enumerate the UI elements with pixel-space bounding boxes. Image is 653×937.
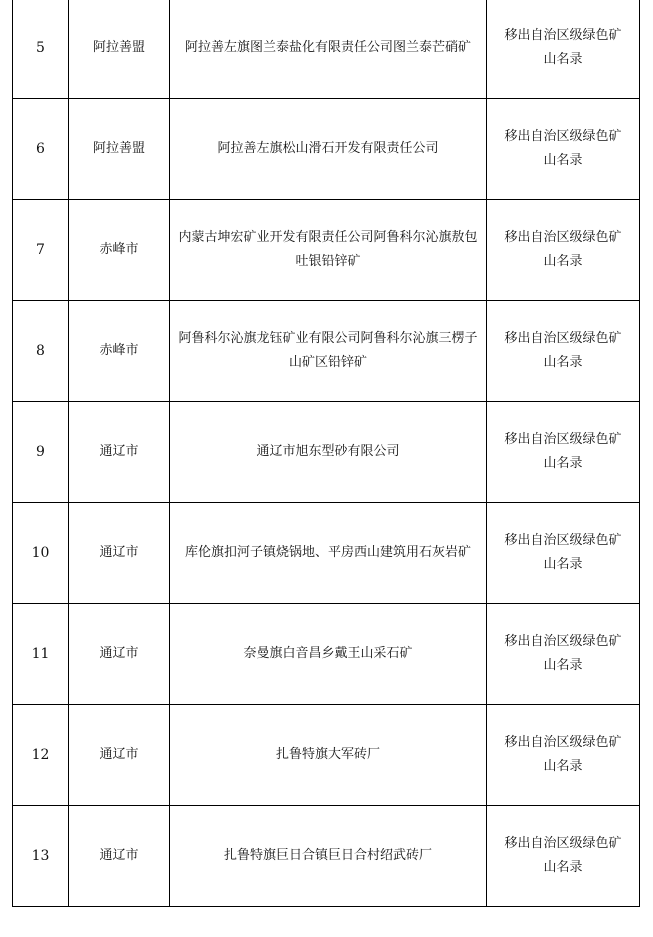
row-number: 9 bbox=[13, 402, 69, 503]
action-cell bbox=[487, 0, 640, 99]
action-cell bbox=[487, 301, 640, 402]
action-text: 移出自治区级绿色矿山名录 bbox=[504, 129, 622, 168]
region-cell: 赤峰市 bbox=[69, 301, 170, 402]
action-text: 移出自治区级绿色矿山名录 bbox=[504, 533, 622, 572]
table-row bbox=[13, 301, 640, 402]
mine-name-cell: 通辽市旭东型砂有限公司 bbox=[170, 402, 487, 503]
region-cell: 阿拉善盟 bbox=[69, 99, 170, 200]
action-text: 移出自治区级绿色矿山名录 bbox=[504, 230, 622, 269]
region-cell: 通辽市 bbox=[69, 503, 170, 604]
mine-name-cell: 阿鲁科尔沁旗龙钰矿业有限公司阿鲁科尔沁旗三楞子山矿区铅锌矿 bbox=[170, 301, 487, 402]
action-cell bbox=[487, 806, 640, 907]
mine-list-table bbox=[12, 0, 640, 907]
action-cell bbox=[487, 503, 640, 604]
action-text: 移出自治区级绿色矿山名录 bbox=[504, 735, 622, 774]
action-cell bbox=[487, 604, 640, 705]
row-number: 10 bbox=[13, 503, 69, 604]
action-text: 移出自治区级绿色矿山名录 bbox=[504, 634, 622, 673]
row-number: 6 bbox=[13, 99, 69, 200]
action-cell bbox=[487, 200, 640, 301]
region-cell: 通辽市 bbox=[69, 402, 170, 503]
row-number: 7 bbox=[13, 200, 69, 301]
action-cell bbox=[487, 99, 640, 200]
mine-name-cell: 阿拉善左旗图兰泰盐化有限责任公司图兰泰芒硝矿 bbox=[170, 0, 487, 99]
region-cell: 阿拉善盟 bbox=[69, 0, 170, 99]
table-row bbox=[13, 402, 640, 503]
row-number: 12 bbox=[13, 705, 69, 806]
action-text: 移出自治区级绿色矿山名录 bbox=[504, 432, 622, 471]
table-row bbox=[13, 806, 640, 907]
mine-name-cell: 库伦旗扣河子镇烧锅地、平房西山建筑用石灰岩矿 bbox=[170, 503, 487, 604]
table-row bbox=[13, 705, 640, 806]
region-cell: 通辽市 bbox=[69, 705, 170, 806]
mine-name-cell: 奈曼旗白音昌乡戴王山采石矿 bbox=[170, 604, 487, 705]
mine-name-cell: 阿拉善左旗松山滑石开发有限责任公司 bbox=[170, 99, 487, 200]
region-cell: 赤峰市 bbox=[69, 200, 170, 301]
table-row bbox=[13, 604, 640, 705]
action-cell bbox=[487, 402, 640, 503]
row-number: 13 bbox=[13, 806, 69, 907]
row-number: 11 bbox=[13, 604, 69, 705]
table-row bbox=[13, 200, 640, 301]
table-row bbox=[13, 0, 640, 99]
row-number: 5 bbox=[13, 0, 69, 99]
action-text: 移出自治区级绿色矿山名录 bbox=[504, 331, 622, 370]
mine-name-cell: 扎鲁特旗巨日合镇巨日合村绍武砖厂 bbox=[170, 806, 487, 907]
mine-name-cell: 内蒙古坤宏矿业开发有限责任公司阿鲁科尔沁旗敖包吐银铅锌矿 bbox=[170, 200, 487, 301]
action-cell bbox=[487, 705, 640, 806]
action-text: 移出自治区级绿色矿山名录 bbox=[504, 28, 622, 67]
action-text: 移出自治区级绿色矿山名录 bbox=[504, 836, 622, 875]
row-number: 8 bbox=[13, 301, 69, 402]
mine-name-cell: 扎鲁特旗大军砖厂 bbox=[170, 705, 487, 806]
table-row bbox=[13, 99, 640, 200]
region-cell: 通辽市 bbox=[69, 604, 170, 705]
table-row bbox=[13, 503, 640, 604]
region-cell: 通辽市 bbox=[69, 806, 170, 907]
